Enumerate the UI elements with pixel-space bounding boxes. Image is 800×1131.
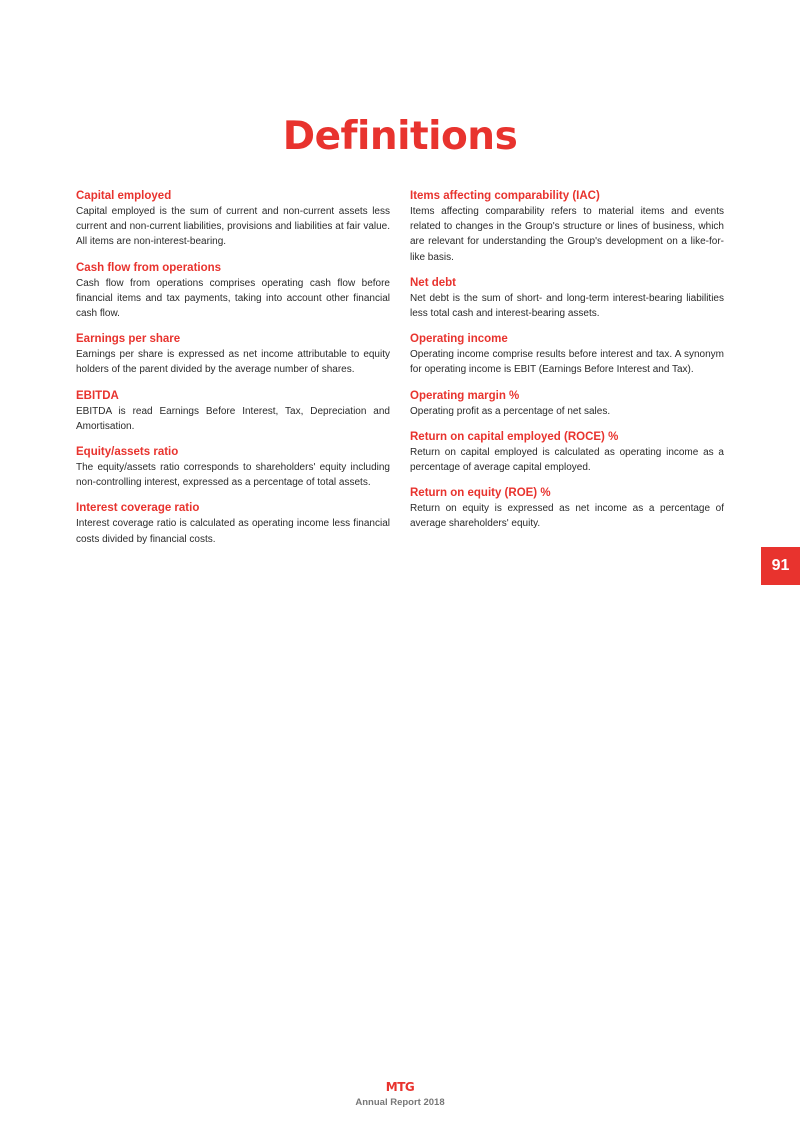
definition-entry [76, 445, 390, 490]
page-title: Definitions [282, 114, 518, 160]
definition-entry [410, 332, 724, 377]
definition-heading: Return on equity (ROE) % [410, 487, 551, 500]
definition-text: Operating profit as a percentage of net sales. [410, 405, 611, 417]
definition-heading: EBITDA [76, 389, 119, 402]
definition-entry [410, 486, 724, 531]
footer [0, 1078, 800, 1108]
definition-heading: Earnings per share [76, 333, 181, 346]
definition-text: Earnings per share is expressed as net income attributable to equity holders of the parent divided by the average number of shares. [76, 349, 390, 376]
definition-text: Return on equity is expressed as net income as a percentage of average shareholders' equity. [410, 503, 724, 530]
definition-text: The equity/assets ratio corresponds to shareholders' equity including non-controlling interest, expressed as a percentage of total assets. [76, 462, 390, 489]
definition-text: Items affecting comparability refers to material items and events related to changes in the Group's structure or lines of business, which are relevant for understanding the Group's development on a like-for-like basis. [410, 206, 724, 263]
definition-heading: Net debt [410, 276, 456, 289]
page-number-tab [761, 547, 800, 585]
definition-text: Operating income comprise results before interest and tax. A synonym for operating income is EBIT (Earnings Before Interest and Tax). [410, 349, 724, 376]
right-column [410, 189, 724, 543]
definition-entry [76, 501, 390, 546]
definition-heading: Operating margin % [410, 389, 520, 402]
page-number: 91 [771, 557, 790, 574]
definition-heading: Return on capital employed (ROCE) % [410, 430, 619, 443]
left-column [76, 189, 390, 558]
definition-heading: Capital employed [76, 190, 172, 202]
mtg-logo: MTG [385, 1080, 415, 1094]
definition-entry [410, 389, 724, 419]
definition-heading: Cash flow from operations [76, 261, 222, 274]
definition-heading: Items affecting comparability (IAC) [410, 190, 600, 202]
definition-entry [76, 332, 390, 377]
footer-report-label: Annual Report 2018 [355, 1097, 445, 1108]
definition-entry [410, 430, 724, 475]
definition-text: Capital employed is the sum of current and non-current assets less current and non-current liabilities, provisions and liabilities at fair value. All items are non-interest-bearing. [76, 206, 390, 248]
definition-entry [76, 389, 390, 434]
definition-entry [76, 261, 390, 322]
definition-heading: Interest coverage ratio [76, 502, 200, 515]
definition-heading: Operating income [410, 333, 508, 346]
definition-entry [410, 189, 724, 265]
definition-text: Return on capital employed is calculated as operating income as a percentage of average capital employed. [410, 446, 724, 474]
definition-entry [76, 189, 390, 250]
definition-text: Interest coverage ratio is calculated as operating income less financial costs divided by financial costs. [76, 518, 390, 545]
definition-text: Net debt is the sum of short- and long-term interest-bearing liabilities less total cash and interest-bearing assets. [410, 292, 724, 320]
definition-entry [410, 276, 724, 321]
definition-text: EBITDA is read Earnings Before Interest, Tax, Depreciation and Amortisation. [76, 405, 390, 432]
definition-text: Cash flow from operations comprises operating cash flow before financial items and tax payments, taking into account other financial cash flow. [76, 277, 390, 320]
definition-heading: Equity/assets ratio [76, 446, 179, 459]
